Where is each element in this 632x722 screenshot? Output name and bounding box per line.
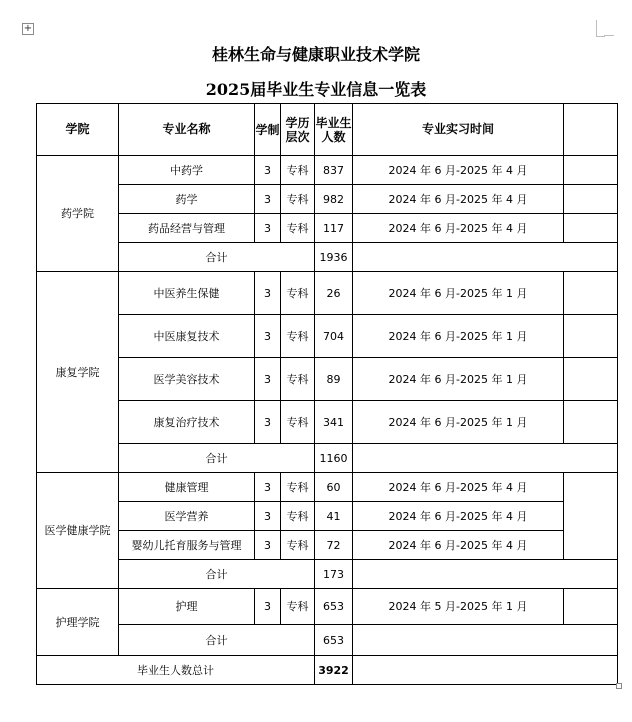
college-cell: 医学健康学院 (37, 473, 119, 589)
internship-cell: 2024 年 6 月-2025 年 4 月 (353, 473, 564, 502)
header-college: 学院 (37, 104, 119, 156)
level-cell: 专科 (281, 156, 315, 185)
subtotal-label: 合计 (119, 625, 315, 656)
table-row (37, 401, 618, 444)
blank-cell (564, 272, 618, 315)
table-resize-handle[interactable] (616, 683, 622, 689)
level-cell: 专科 (281, 358, 315, 401)
subtotal-value: 653 (315, 625, 353, 656)
grand-total-value: 3922 (315, 656, 353, 685)
count-cell: 653 (315, 589, 353, 625)
document-subtitle: 2025届毕业生专业信息一览表 (205, 80, 427, 99)
blank-cell (564, 185, 618, 214)
duration-cell: 3 (255, 589, 281, 625)
count-cell: 72 (315, 531, 353, 560)
subtotal-value: 1160 (315, 444, 353, 473)
level-cell: 专科 (281, 401, 315, 444)
major-cell: 婴幼儿托育服务与管理 (119, 531, 255, 560)
college-cell: 护理学院 (37, 589, 119, 656)
table-move-handle[interactable]: + (23, 23, 33, 34)
table-row (37, 502, 618, 531)
level-cell: 专科 (281, 214, 315, 243)
document-title: 桂林生命与健康职业技术学院 (211, 45, 420, 64)
header-duration: 学制 (255, 104, 281, 156)
internship-cell: 2024 年 6 月-2025 年 1 月 (353, 401, 564, 444)
table-row (37, 473, 618, 502)
major-cell: 药学 (119, 185, 255, 214)
internship-cell: 2024 年 5 月-2025 年 1 月 (353, 589, 564, 625)
duration-cell: 3 (255, 401, 281, 444)
subtotal-value: 173 (315, 560, 353, 589)
table-row (37, 531, 618, 560)
count-cell: 341 (315, 401, 353, 444)
blank-cell (564, 214, 618, 243)
level-cell: 专科 (281, 589, 315, 625)
major-cell: 中医养生保健 (119, 272, 255, 315)
duration-cell: 3 (255, 531, 281, 560)
table-row (37, 214, 618, 243)
major-cell: 健康管理 (119, 473, 255, 502)
grand-total-blank (353, 656, 618, 685)
subtotal-row (37, 560, 618, 589)
table-row (37, 185, 618, 214)
count-cell: 837 (315, 156, 353, 185)
header-level: 学历层次 (281, 104, 315, 156)
table-row (37, 156, 618, 185)
count-cell: 982 (315, 185, 353, 214)
internship-cell: 2024 年 6 月-2025 年 4 月 (353, 185, 564, 214)
duration-cell: 3 (255, 272, 281, 315)
internship-cell: 2024 年 6 月-2025 年 4 月 (353, 214, 564, 243)
count-cell: 26 (315, 272, 353, 315)
blank-cell (564, 156, 618, 185)
header-internship: 专业实习时间 (353, 104, 564, 156)
internship-cell: 2024 年 6 月-2025 年 4 月 (353, 502, 564, 531)
count-cell: 60 (315, 473, 353, 502)
grand-total-row (37, 656, 618, 685)
major-cell: 医学美容技术 (119, 358, 255, 401)
subtotal-blank (353, 243, 618, 272)
blank-cell (564, 589, 618, 625)
grand-total-label: 毕业生人数总计 (37, 656, 315, 685)
table-row (37, 589, 618, 625)
college-cell: 康复学院 (37, 272, 119, 473)
level-cell: 专科 (281, 473, 315, 502)
table-header-row (37, 104, 618, 156)
major-cell: 护理 (119, 589, 255, 625)
blank-cell (564, 358, 618, 401)
internship-cell: 2024 年 6 月-2025 年 1 月 (353, 315, 564, 358)
level-cell: 专科 (281, 531, 315, 560)
table-row (37, 272, 618, 315)
blank-cell (564, 315, 618, 358)
internship-cell: 2024 年 6 月-2025 年 1 月 (353, 358, 564, 401)
header-count: 毕业生人数 (315, 104, 353, 156)
table-row (37, 315, 618, 358)
duration-cell: 3 (255, 358, 281, 401)
count-cell: 117 (315, 214, 353, 243)
graduate-major-table (36, 103, 618, 685)
duration-cell: 3 (255, 214, 281, 243)
header-blank (564, 104, 618, 156)
count-cell: 41 (315, 502, 353, 531)
blank-cell (564, 473, 618, 560)
text-boundary-mark-right (604, 35, 614, 37)
subtotal-blank (353, 444, 618, 473)
duration-cell: 3 (255, 156, 281, 185)
blank-cell (564, 401, 618, 444)
count-cell: 89 (315, 358, 353, 401)
major-cell: 药品经营与管理 (119, 214, 255, 243)
subtotal-label: 合计 (119, 243, 315, 272)
duration-cell: 3 (255, 502, 281, 531)
subtotal-value: 1936 (315, 243, 353, 272)
major-cell: 医学营养 (119, 502, 255, 531)
internship-cell: 2024 年 6 月-2025 年 4 月 (353, 531, 564, 560)
internship-cell: 2024 年 6 月-2025 年 1 月 (353, 272, 564, 315)
subtotal-row (37, 444, 618, 473)
level-cell: 专科 (281, 272, 315, 315)
count-cell: 704 (315, 315, 353, 358)
subtotal-blank (353, 560, 618, 589)
duration-cell: 3 (255, 473, 281, 502)
subtotal-label: 合计 (119, 444, 315, 473)
major-cell: 中医康复技术 (119, 315, 255, 358)
college-cell: 药学院 (37, 156, 119, 272)
duration-cell: 3 (255, 185, 281, 214)
subtotal-label: 合计 (119, 560, 315, 589)
subtotal-row (37, 625, 618, 656)
major-cell: 中药学 (119, 156, 255, 185)
duration-cell: 3 (255, 315, 281, 358)
level-cell: 专科 (281, 502, 315, 531)
major-cell: 康复治疗技术 (119, 401, 255, 444)
internship-cell: 2024 年 6 月-2025 年 4 月 (353, 156, 564, 185)
subtotal-blank (353, 625, 618, 656)
header-major: 专业名称 (119, 104, 255, 156)
table-row (37, 358, 618, 401)
level-cell: 专科 (281, 185, 315, 214)
level-cell: 专科 (281, 315, 315, 358)
subtotal-row (37, 243, 618, 272)
